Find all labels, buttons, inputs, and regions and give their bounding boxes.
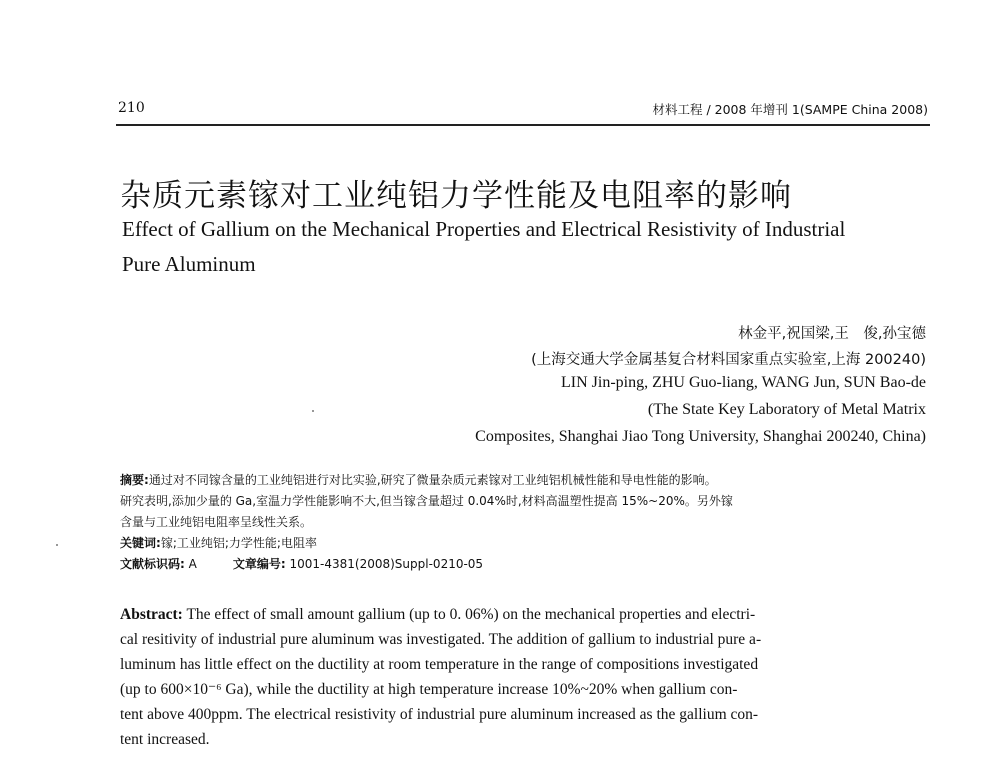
affiliation-chinese: (上海交通大学金属基复合材料国家重点实验室,上海 200240) xyxy=(531,352,926,368)
abstract-chinese-text: 通过对不同镓含量的工业纯铝进行对比实验,研究了微量杂质元素镓对工业纯铝机械性能和导电性能的影响。 xyxy=(148,473,717,487)
keywords-label: 关键词: xyxy=(120,536,161,550)
title-english: Effect of Gallium on the Mechanical Properties and Electrical Resistivity of Industrial Pure Aluminum xyxy=(122,217,846,276)
abstract-english-text: The effect of small amount gallium (up to 0. 06%) on the mechanical properties and electri- xyxy=(186,606,756,623)
title-chinese: 杂质元素镓对工业纯铝力学性能及电阻率的影响 xyxy=(120,178,792,214)
authors-english: LIN Jin-ping, ZHU Guo-liang, WANG Jun, SUN Bao-de xyxy=(561,374,926,391)
article-no-label: 文章编号: xyxy=(232,557,286,571)
abstract-chinese-line xyxy=(120,470,733,491)
abstract-chinese-label: 摘要: xyxy=(120,473,149,487)
keywords-text: 镓;工业纯铝;力学性能;电阻率 xyxy=(160,536,317,550)
doc-code-label: 文献标识码: xyxy=(120,557,185,571)
abstract-english-label: Abstract: xyxy=(120,606,183,623)
abstract-chinese-line: 含量与工业纯铝电阻率呈线性关系。 xyxy=(120,515,313,529)
abstract-english-line: (up to 600×10⁻⁶ Ga), while the ductility at high temperature increase 10%~20% when gallium con- xyxy=(120,681,738,698)
abstract-english-line: tent increased. xyxy=(120,731,210,748)
authors-chinese: 林金平,祝国梁,王 俊,孙宝德 xyxy=(738,326,926,342)
affiliation-english-line-1: (The State Key Laboratory of Metal Matrix xyxy=(647,401,926,418)
speck-dot xyxy=(312,410,314,412)
keywords-chinese xyxy=(120,533,733,554)
page-number: 210 xyxy=(118,100,145,116)
header-rule xyxy=(116,124,930,126)
article-no: 1001-4381(2008)Suppl-0210-05 xyxy=(289,557,484,571)
abstract-english-line: cal resitivity of industrial pure aluminum was investigated. The addition of gallium to industrial pure a- xyxy=(120,631,762,648)
abstract-chinese xyxy=(120,470,733,575)
abstract-english-line: tent above 400ppm. The electrical resistivity of industrial pure aluminum increased as the gallium con- xyxy=(120,706,759,723)
affiliation-english-line-2: Composites, Shanghai Jiao Tong University, Shanghai 200240, China) xyxy=(475,428,926,445)
abstract-english-line xyxy=(120,602,915,627)
speck-dot xyxy=(56,544,58,546)
abstract-chinese-line: 研究表明,添加少量的 Ga,室温力学性能影响不大,但当镓含量超过 0.04%时,材料高温塑性提高 15%~20%。另外镓 xyxy=(120,494,733,508)
document-ids xyxy=(120,554,733,575)
doc-code: A xyxy=(188,557,197,571)
abstract-english-line: luminum has little effect on the ductility at room temperature in the range of compositions investigated xyxy=(120,656,759,673)
abstract-english xyxy=(120,602,915,752)
journal-header: 材料工程 / 2008 年增刊 1(SAMPE China 2008) xyxy=(652,102,928,117)
